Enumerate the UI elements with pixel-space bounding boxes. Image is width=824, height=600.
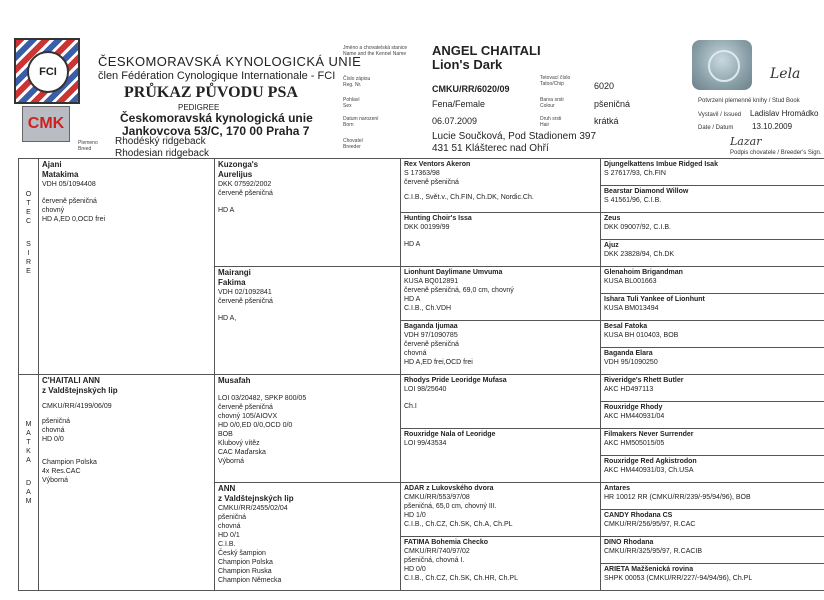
sire-side-label: O T E C S I R E xyxy=(19,159,39,375)
hair-label: Druh srsti Hair xyxy=(540,116,562,128)
breeder-line2: 431 51 Klášterec nad Ohří xyxy=(432,143,549,154)
document-subtitle: PEDIGREE xyxy=(178,103,220,112)
issue-date: 13.10.2009 xyxy=(752,122,793,131)
g4-cell: Rouxridge Rhody AKC HM440931/04 xyxy=(601,402,824,429)
pedigree-header xyxy=(0,0,824,159)
dam-dam-cell: ANN z Valdštejnských lip CMKU/RR/2455/02/04 pšeničná chovná HD 0/1 C.I.B. Český šampion Champion Polska Champion Ruska Champion Německa xyxy=(215,483,401,591)
sss-cell: Rex Ventors Akeron S 17363/98 červeně pšeničná C.I.B., Svět.v., Ch.FIN, Ch.DK, Nordic.Ch. xyxy=(401,159,601,213)
cmku-logo xyxy=(14,38,80,104)
g4-cell: Zeus DKK 09007/92, C.I.B. xyxy=(601,213,824,240)
g4-cell: Ishara Tuli Yankee of Lionhunt KUSA BM013494 xyxy=(601,294,824,321)
document-title: PRŮKAZ PŮVODU PSA xyxy=(124,84,298,101)
born-label: Datum narození Born xyxy=(343,116,379,128)
g4-cell: ARIETA Mažšenická rovina SHPK 00053 (CMKU/RR/227/-94/94/96), Ch.PL xyxy=(601,564,824,591)
sire-sire-cell: Kuzonga's Aurelijus DKK 07592/2002 červeně pšeničná HD A xyxy=(215,159,401,267)
g4-cell: CANDY Rhodana CS CMKU/RR/256/95/97, R.CAC xyxy=(601,510,824,537)
dog-colour: pšeničná xyxy=(594,99,631,109)
dam-sire-cell: Musafah LOI 03/20482, SPKP 800/05 červeně pšeničná chovný 105/AIOVX HD 0/0,ED 0/0,OCD 0/0 BOB Klubový vítěz CAC Maďarska Výborná xyxy=(215,375,401,483)
ssd-cell: Hunting Choir's Issa DKK 00199/99 HD A xyxy=(401,213,601,267)
g4-cell: Riveridge's Rhett Butler AKC HD497113 xyxy=(601,375,824,402)
org-name: ČESKOMORAVSKÁ KYNOLOGICKÁ UNIE xyxy=(98,54,362,69)
pedigree-table xyxy=(18,158,824,591)
g4-cell: Filmakers Never Surrender AKC HM505015/05 xyxy=(601,429,824,456)
g4-cell: DINO Rhodana CMKU/RR/325/95/97, R.CACIB xyxy=(601,537,824,564)
dog-name: ANGEL CHAITALI Lion's Dark xyxy=(432,43,541,72)
g4-cell: Rouxridge Red Agkistrodon AKC HM440931/03, Ch.USA xyxy=(601,456,824,483)
g4-cell: Besal Fatoka KUSA BH 010403, BOB xyxy=(601,321,824,348)
name-label: Jméno a chovatelská stanice Name and the Kennel Name xyxy=(343,45,408,57)
breeder-label: Chovatel Breeder xyxy=(343,138,363,150)
g4-cell: Baganda Elara VDH 95/1090250 xyxy=(601,348,824,375)
dog-sex: Fena/Female xyxy=(432,99,486,109)
dog-reg-number: CMKU/RR/6020/09 xyxy=(432,84,510,94)
g4-cell: Glenahoim Brigandman KUSA BL001663 xyxy=(601,267,824,294)
issued-by: Ladislav Hromádko xyxy=(750,109,819,118)
date-label: Date / Datum xyxy=(698,125,734,131)
dog-hair: krátká xyxy=(594,116,619,126)
g4-cell: Bearstar Diamond Willow S 41561/96, C.I.B. xyxy=(601,186,824,213)
breeder-sign-label: Podpis chovatele / Breeder's Sign. xyxy=(730,150,822,156)
cmk-logo-box: CMK xyxy=(22,106,70,142)
breeder-line1: Lucie Součková, Pod Stadionem 397 xyxy=(432,131,596,142)
sex-label: Pohlaví Sex xyxy=(343,97,360,109)
dam-cell: C'HAITALI ANN z Valdštejnských lip CMKU/RR/4199/06/09 pšeničná chovná HD 0/0 Champion Polska 4x Res.CAC Výborná xyxy=(39,375,215,591)
colour-label: Barva srsti Colour xyxy=(540,97,564,109)
tattoo-label: Tetovací číslo Tatoo/Chip xyxy=(540,75,571,87)
dog-tattoo: 6020 xyxy=(594,81,615,91)
g4-cell: Antares HR 10012 RR (CMKU/RR/239/-95/94/96), BOB xyxy=(601,483,824,510)
org-address-line1: Českomoravská kynologická unie xyxy=(120,111,313,125)
g4-cell: Ajuz DKK 23828/94, Ch.DK xyxy=(601,240,824,267)
issued-label: Vystavil / Issued xyxy=(698,112,742,118)
sire-dam-cell: Mairangi Fakima VDH 02/1092841 červeně pšeničná HD A, xyxy=(215,267,401,375)
ddd-cell: FATIMA Bohemia Checko CMKU/RR/740/97/02 pšeničná, chovná I. HD 0/0 C.I.B., Ch.CZ, Ch.SK, Ch.HR, Ch.PL xyxy=(401,537,601,591)
fci-logo-circle: FCI xyxy=(27,51,69,93)
sds-cell: Lionhunt Daylimane Umvuma KUSA BQ012891 červeně pšeničná, 69,0 cm, chovný HD A C.I.B., Ch.VDH xyxy=(401,267,601,321)
org-member: člen Fédération Cynologique Internationale - FCI xyxy=(98,70,336,82)
reg-label: Číslo zápisu Reg. Nr. xyxy=(343,76,371,88)
breed-label: Plemeno Breed xyxy=(78,140,98,152)
org-address-line2: Jankovcova 53/C, 170 00 Praha 7 xyxy=(122,124,310,138)
breed-value: Rhodéský ridgeback Rhodesian ridgeback xyxy=(115,136,209,159)
sdd-cell: Baganda Ijumaa VDH 97/1090785 červeně pšeničná chovná HD A,ED frei,OCD frei xyxy=(401,321,601,375)
hologram-seal xyxy=(692,40,752,90)
dog-born: 06.07.2009 xyxy=(432,116,478,126)
studbook-label: Potvrzení plemenné knihy / Stud Book xyxy=(698,98,800,104)
dds-cell: ADAR z Lukovského dvora CMKU/RR/553/97/08 pšeničná, 65,0 cm, chovný III. HD 1/0 C.I.B., Ch.CZ, Ch.SK, Ch.A, Ch.PL xyxy=(401,483,601,537)
dam-side-label: M A T K A D A M xyxy=(19,375,39,591)
dsd-cell: Rouxridge Nala of Leoridge LOI 99/43534 xyxy=(401,429,601,483)
breeder-signature: Lazar xyxy=(730,135,762,148)
dss-cell: Rhodys Pride Leoridge Mufasa LOI 98/25640 Ch.I xyxy=(401,375,601,429)
g4-cell: Djungelkattens Imbue Ridged Isak S 27617/93, Ch.FIN xyxy=(601,159,824,186)
studbook-signature: Lela xyxy=(770,66,801,82)
sire-cell: Ajani Matakima VDH 05/1094408 červeně pšeničná chovný HD A,ED 0,OCD frei xyxy=(39,159,215,375)
